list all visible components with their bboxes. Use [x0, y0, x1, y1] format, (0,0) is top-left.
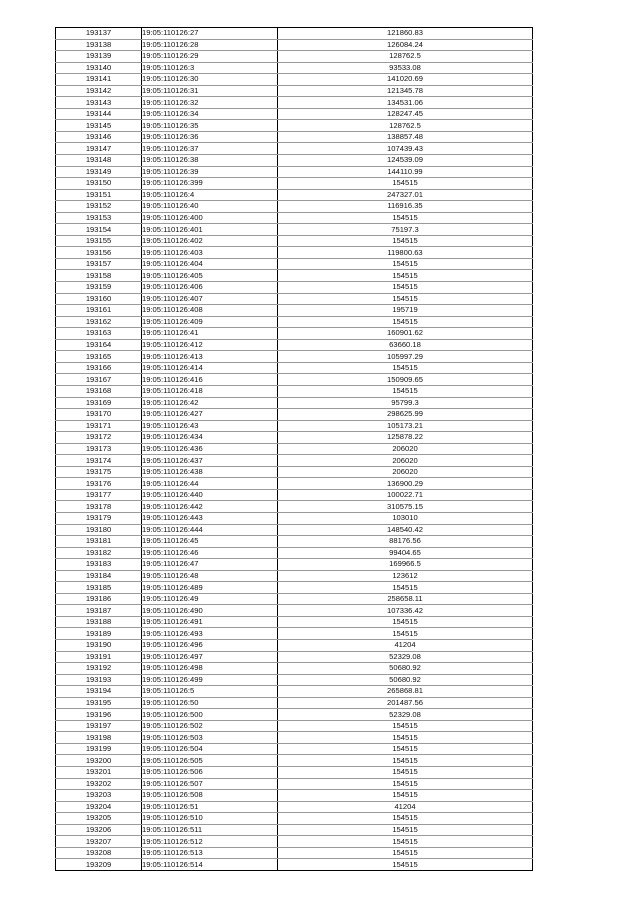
timestamp-cell: 19:05:110126:48	[142, 570, 278, 582]
amount-cell: 154515	[278, 847, 533, 859]
record-id-cell: 193207	[56, 836, 142, 848]
amount-cell: 121345.78	[278, 85, 533, 97]
amount-cell: 258658.11	[278, 593, 533, 605]
table-row	[56, 316, 533, 328]
timestamp-cell: 19:05:110126:401	[142, 224, 278, 236]
record-id-cell: 193163	[56, 328, 142, 340]
timestamp-cell: 19:05:110126:505	[142, 755, 278, 767]
timestamp-cell: 19:05:110126:402	[142, 235, 278, 247]
table-row	[56, 166, 533, 178]
amount-cell: 93533.08	[278, 62, 533, 74]
amount-cell: 50680.92	[278, 663, 533, 675]
record-id-cell: 193150	[56, 178, 142, 190]
amount-cell: 121860.83	[278, 28, 533, 40]
timestamp-cell: 19:05:110126:40	[142, 201, 278, 213]
table-row	[56, 639, 533, 651]
amount-cell: 119800.63	[278, 247, 533, 259]
timestamp-cell: 19:05:110126:37	[142, 143, 278, 155]
amount-cell: 150909.65	[278, 374, 533, 386]
record-id-cell: 193198	[56, 732, 142, 744]
record-id-cell: 193176	[56, 478, 142, 490]
record-id-cell: 193199	[56, 743, 142, 755]
table-row	[56, 836, 533, 848]
table-row	[56, 790, 533, 802]
amount-cell: 154515	[278, 362, 533, 374]
amount-cell: 50680.92	[278, 674, 533, 686]
table-row	[56, 28, 533, 40]
record-id-cell: 193175	[56, 466, 142, 478]
amount-cell: 95799.3	[278, 397, 533, 409]
record-id-cell: 193155	[56, 235, 142, 247]
table-row	[56, 847, 533, 859]
record-id-cell: 193173	[56, 443, 142, 455]
amount-cell: 154515	[278, 385, 533, 397]
record-id-cell: 193168	[56, 385, 142, 397]
table-row	[56, 397, 533, 409]
timestamp-cell: 19:05:110126:49	[142, 593, 278, 605]
amount-cell: 154515	[278, 212, 533, 224]
record-id-cell: 193165	[56, 351, 142, 363]
record-id-cell: 193172	[56, 432, 142, 444]
amount-cell: 310575.15	[278, 501, 533, 513]
record-id-cell: 193204	[56, 801, 142, 813]
table-row	[56, 755, 533, 767]
table-row	[56, 85, 533, 97]
timestamp-cell: 19:05:110126:42	[142, 397, 278, 409]
record-id-cell: 193181	[56, 536, 142, 548]
timestamp-cell: 19:05:110126:418	[142, 385, 278, 397]
record-id-cell: 193148	[56, 155, 142, 167]
record-id-cell: 193209	[56, 859, 142, 871]
record-id-cell: 193143	[56, 97, 142, 109]
table-row	[56, 524, 533, 536]
record-id-cell: 193144	[56, 108, 142, 120]
record-id-cell: 193197	[56, 720, 142, 732]
timestamp-cell: 19:05:110126:443	[142, 512, 278, 524]
timestamp-cell: 19:05:110126:491	[142, 616, 278, 628]
amount-cell: 154515	[278, 616, 533, 628]
record-id-cell: 193142	[56, 85, 142, 97]
table-row	[56, 720, 533, 732]
table-row	[56, 478, 533, 490]
table-row	[56, 801, 533, 813]
timestamp-cell: 19:05:110126:427	[142, 409, 278, 421]
amount-cell: 126084.24	[278, 39, 533, 51]
timestamp-cell: 19:05:110126:405	[142, 270, 278, 282]
amount-cell: 154515	[278, 778, 533, 790]
table-row	[56, 663, 533, 675]
amount-cell: 206020	[278, 443, 533, 455]
record-id-cell: 193191	[56, 651, 142, 663]
amount-cell: 160901.62	[278, 328, 533, 340]
table-row	[56, 443, 533, 455]
amount-cell: 63660.18	[278, 339, 533, 351]
record-id-cell: 193167	[56, 374, 142, 386]
table-row	[56, 305, 533, 317]
table-row	[56, 570, 533, 582]
table-row	[56, 628, 533, 640]
timestamp-cell: 19:05:110126:34	[142, 108, 278, 120]
table-body	[56, 28, 533, 871]
timestamp-cell: 19:05:110126:3	[142, 62, 278, 74]
table-row	[56, 501, 533, 513]
timestamp-cell: 19:05:110126:496	[142, 639, 278, 651]
amount-cell: 52329.08	[278, 651, 533, 663]
timestamp-cell: 19:05:110126:442	[142, 501, 278, 513]
timestamp-cell: 19:05:110126:4	[142, 189, 278, 201]
record-id-cell: 193182	[56, 547, 142, 559]
record-id-cell: 193157	[56, 258, 142, 270]
amount-cell: 123612	[278, 570, 533, 582]
timestamp-cell: 19:05:110126:51	[142, 801, 278, 813]
record-id-cell: 193137	[56, 28, 142, 40]
amount-cell: 298625.99	[278, 409, 533, 421]
table-row	[56, 697, 533, 709]
table-row	[56, 39, 533, 51]
record-id-cell: 193196	[56, 709, 142, 721]
timestamp-cell: 19:05:110126:497	[142, 651, 278, 663]
timestamp-cell: 19:05:110126:44	[142, 478, 278, 490]
timestamp-cell: 19:05:110126:43	[142, 420, 278, 432]
amount-cell: 128247.45	[278, 108, 533, 120]
timestamp-cell: 19:05:110126:50	[142, 697, 278, 709]
table-row	[56, 512, 533, 524]
table-row	[56, 178, 533, 190]
record-id-cell: 193192	[56, 663, 142, 675]
record-id-cell: 193161	[56, 305, 142, 317]
amount-cell: 148540.42	[278, 524, 533, 536]
timestamp-cell: 19:05:110126:489	[142, 582, 278, 594]
record-id-cell: 193171	[56, 420, 142, 432]
record-id-cell: 193160	[56, 293, 142, 305]
amount-cell: 206020	[278, 466, 533, 478]
amount-cell: 195719	[278, 305, 533, 317]
record-id-cell: 193183	[56, 559, 142, 571]
timestamp-cell: 19:05:110126:45	[142, 536, 278, 548]
timestamp-cell: 19:05:110126:47	[142, 559, 278, 571]
amount-cell: 99404.65	[278, 547, 533, 559]
table-row	[56, 62, 533, 74]
record-id-cell: 193140	[56, 62, 142, 74]
table-row	[56, 651, 533, 663]
table-row	[56, 686, 533, 698]
amount-cell: 128762.5	[278, 51, 533, 63]
timestamp-cell: 19:05:110126:493	[142, 628, 278, 640]
record-id-cell: 193174	[56, 455, 142, 467]
amount-cell: 169966.5	[278, 559, 533, 571]
record-id-cell: 193151	[56, 189, 142, 201]
amount-cell: 136900.29	[278, 478, 533, 490]
table-row	[56, 270, 533, 282]
table-row	[56, 247, 533, 259]
amount-cell: 138857.48	[278, 131, 533, 143]
timestamp-cell: 19:05:110126:512	[142, 836, 278, 848]
record-id-cell: 193205	[56, 813, 142, 825]
timestamp-cell: 19:05:110126:490	[142, 605, 278, 617]
amount-cell: 154515	[278, 824, 533, 836]
timestamp-cell: 19:05:110126:36	[142, 131, 278, 143]
timestamp-cell: 19:05:110126:38	[142, 155, 278, 167]
timestamp-cell: 19:05:110126:412	[142, 339, 278, 351]
amount-cell: 154515	[278, 258, 533, 270]
table-row	[56, 258, 533, 270]
record-id-cell: 193162	[56, 316, 142, 328]
table-row	[56, 859, 533, 871]
timestamp-cell: 19:05:110126:498	[142, 663, 278, 675]
table-row	[56, 466, 533, 478]
timestamp-cell: 19:05:110126:511	[142, 824, 278, 836]
table-row	[56, 293, 533, 305]
record-id-cell: 193146	[56, 131, 142, 143]
amount-cell: 52329.08	[278, 709, 533, 721]
record-id-cell: 193177	[56, 489, 142, 501]
table-row	[56, 409, 533, 421]
table-row	[56, 767, 533, 779]
amount-cell: 154515	[278, 743, 533, 755]
amount-cell: 88176.56	[278, 536, 533, 548]
timestamp-cell: 19:05:110126:434	[142, 432, 278, 444]
record-id-cell: 193141	[56, 74, 142, 86]
timestamp-cell: 19:05:110126:436	[142, 443, 278, 455]
amount-cell: 105997.29	[278, 351, 533, 363]
table-row	[56, 709, 533, 721]
timestamp-cell: 19:05:110126:500	[142, 709, 278, 721]
table-row	[56, 674, 533, 686]
record-id-cell: 193193	[56, 674, 142, 686]
table-row	[56, 339, 533, 351]
table-row	[56, 582, 533, 594]
table-row	[56, 374, 533, 386]
amount-cell: 206020	[278, 455, 533, 467]
table-row	[56, 328, 533, 340]
record-id-cell: 193201	[56, 767, 142, 779]
timestamp-cell: 19:05:110126:502	[142, 720, 278, 732]
table-row	[56, 131, 533, 143]
record-id-cell: 193153	[56, 212, 142, 224]
table-row	[56, 813, 533, 825]
amount-cell: 105173.21	[278, 420, 533, 432]
record-id-cell: 193179	[56, 512, 142, 524]
timestamp-cell: 19:05:110126:416	[142, 374, 278, 386]
record-id-cell: 193138	[56, 39, 142, 51]
amount-cell: 154515	[278, 293, 533, 305]
timestamp-cell: 19:05:110126:508	[142, 790, 278, 802]
record-id-cell: 193185	[56, 582, 142, 594]
table-row	[56, 593, 533, 605]
record-id-cell: 193178	[56, 501, 142, 513]
timestamp-cell: 19:05:110126:28	[142, 39, 278, 51]
amount-cell: 116916.35	[278, 201, 533, 213]
table-row	[56, 155, 533, 167]
amount-cell: 265868.81	[278, 686, 533, 698]
table-row	[56, 420, 533, 432]
timestamp-cell: 19:05:110126:503	[142, 732, 278, 744]
record-id-cell: 193186	[56, 593, 142, 605]
amount-cell: 154515	[278, 790, 533, 802]
table-row	[56, 201, 533, 213]
timestamp-cell: 19:05:110126:437	[142, 455, 278, 467]
timestamp-cell: 19:05:110126:27	[142, 28, 278, 40]
timestamp-cell: 19:05:110126:46	[142, 547, 278, 559]
record-id-cell: 193194	[56, 686, 142, 698]
table-row	[56, 605, 533, 617]
timestamp-cell: 19:05:110126:510	[142, 813, 278, 825]
record-id-cell: 193195	[56, 697, 142, 709]
record-id-cell: 193187	[56, 605, 142, 617]
table-row	[56, 778, 533, 790]
table-row	[56, 282, 533, 294]
amount-cell: 154515	[278, 767, 533, 779]
record-id-cell: 193188	[56, 616, 142, 628]
record-id-cell: 193166	[56, 362, 142, 374]
timestamp-cell: 19:05:110126:31	[142, 85, 278, 97]
timestamp-cell: 19:05:110126:499	[142, 674, 278, 686]
record-id-cell: 193149	[56, 166, 142, 178]
timestamp-cell: 19:05:110126:404	[142, 258, 278, 270]
timestamp-cell: 19:05:110126:506	[142, 767, 278, 779]
timestamp-cell: 19:05:110126:407	[142, 293, 278, 305]
table-row	[56, 351, 533, 363]
table-row	[56, 824, 533, 836]
amount-cell: 154515	[278, 628, 533, 640]
amount-cell: 134531.06	[278, 97, 533, 109]
timestamp-cell: 19:05:110126:507	[142, 778, 278, 790]
amount-cell: 154515	[278, 316, 533, 328]
table-row	[56, 616, 533, 628]
amount-cell: 103010	[278, 512, 533, 524]
timestamp-cell: 19:05:110126:444	[142, 524, 278, 536]
timestamp-cell: 19:05:110126:413	[142, 351, 278, 363]
record-id-cell: 193139	[56, 51, 142, 63]
table-row	[56, 455, 533, 467]
amount-cell: 154515	[278, 720, 533, 732]
amount-cell: 201487.56	[278, 697, 533, 709]
timestamp-cell: 19:05:110126:32	[142, 97, 278, 109]
table-row	[56, 212, 533, 224]
record-id-cell: 193184	[56, 570, 142, 582]
table-row	[56, 432, 533, 444]
amount-cell: 247327.01	[278, 189, 533, 201]
timestamp-cell: 19:05:110126:5	[142, 686, 278, 698]
record-id-cell: 193147	[56, 143, 142, 155]
amount-cell: 154515	[278, 235, 533, 247]
amount-cell: 154515	[278, 813, 533, 825]
timestamp-cell: 19:05:110126:409	[142, 316, 278, 328]
amount-cell: 75197.3	[278, 224, 533, 236]
amount-cell: 41204	[278, 639, 533, 651]
record-id-cell: 193203	[56, 790, 142, 802]
timestamp-cell: 19:05:110126:403	[142, 247, 278, 259]
timestamp-cell: 19:05:110126:408	[142, 305, 278, 317]
amount-cell: 107439.43	[278, 143, 533, 155]
record-id-cell: 193158	[56, 270, 142, 282]
record-id-cell: 193190	[56, 639, 142, 651]
timestamp-cell: 19:05:110126:399	[142, 178, 278, 190]
amount-cell: 100022.71	[278, 489, 533, 501]
timestamp-cell: 19:05:110126:440	[142, 489, 278, 501]
timestamp-cell: 19:05:110126:514	[142, 859, 278, 871]
table-row	[56, 385, 533, 397]
timestamp-cell: 19:05:110126:513	[142, 847, 278, 859]
data-table	[55, 27, 533, 871]
amount-cell: 128762.5	[278, 120, 533, 132]
amount-cell: 154515	[278, 582, 533, 594]
table-row	[56, 97, 533, 109]
table-row	[56, 74, 533, 86]
amount-cell: 154515	[278, 755, 533, 767]
amount-cell: 154515	[278, 270, 533, 282]
table-row	[56, 362, 533, 374]
table-row	[56, 189, 533, 201]
amount-cell: 154515	[278, 178, 533, 190]
record-id-cell: 193206	[56, 824, 142, 836]
table-row	[56, 108, 533, 120]
table-row	[56, 489, 533, 501]
record-id-cell: 193170	[56, 409, 142, 421]
timestamp-cell: 19:05:110126:406	[142, 282, 278, 294]
amount-cell: 144110.99	[278, 166, 533, 178]
record-id-cell: 193145	[56, 120, 142, 132]
amount-cell: 125878.22	[278, 432, 533, 444]
table-row	[56, 51, 533, 63]
amount-cell: 154515	[278, 732, 533, 744]
record-id-cell: 193156	[56, 247, 142, 259]
record-id-cell: 193202	[56, 778, 142, 790]
timestamp-cell: 19:05:110126:30	[142, 74, 278, 86]
record-id-cell: 193169	[56, 397, 142, 409]
timestamp-cell: 19:05:110126:504	[142, 743, 278, 755]
table-row	[56, 732, 533, 744]
record-id-cell: 193159	[56, 282, 142, 294]
record-id-cell: 193200	[56, 755, 142, 767]
amount-cell: 141020.69	[278, 74, 533, 86]
timestamp-cell: 19:05:110126:35	[142, 120, 278, 132]
table-row	[56, 547, 533, 559]
amount-cell: 154515	[278, 859, 533, 871]
table-row	[56, 143, 533, 155]
record-id-cell: 193164	[56, 339, 142, 351]
timestamp-cell: 19:05:110126:438	[142, 466, 278, 478]
table-row	[56, 536, 533, 548]
timestamp-cell: 19:05:110126:414	[142, 362, 278, 374]
table-row	[56, 559, 533, 571]
record-id-cell: 193152	[56, 201, 142, 213]
timestamp-cell: 19:05:110126:29	[142, 51, 278, 63]
amount-cell: 107336.42	[278, 605, 533, 617]
amount-cell: 41204	[278, 801, 533, 813]
amount-cell: 154515	[278, 282, 533, 294]
amount-cell: 124539.09	[278, 155, 533, 167]
record-id-cell: 193189	[56, 628, 142, 640]
timestamp-cell: 19:05:110126:41	[142, 328, 278, 340]
timestamp-cell: 19:05:110126:39	[142, 166, 278, 178]
record-id-cell: 193154	[56, 224, 142, 236]
table-row	[56, 743, 533, 755]
table-row	[56, 120, 533, 132]
record-id-cell: 193180	[56, 524, 142, 536]
amount-cell: 154515	[278, 836, 533, 848]
table-row	[56, 235, 533, 247]
timestamp-cell: 19:05:110126:400	[142, 212, 278, 224]
table-row	[56, 224, 533, 236]
record-id-cell: 193208	[56, 847, 142, 859]
